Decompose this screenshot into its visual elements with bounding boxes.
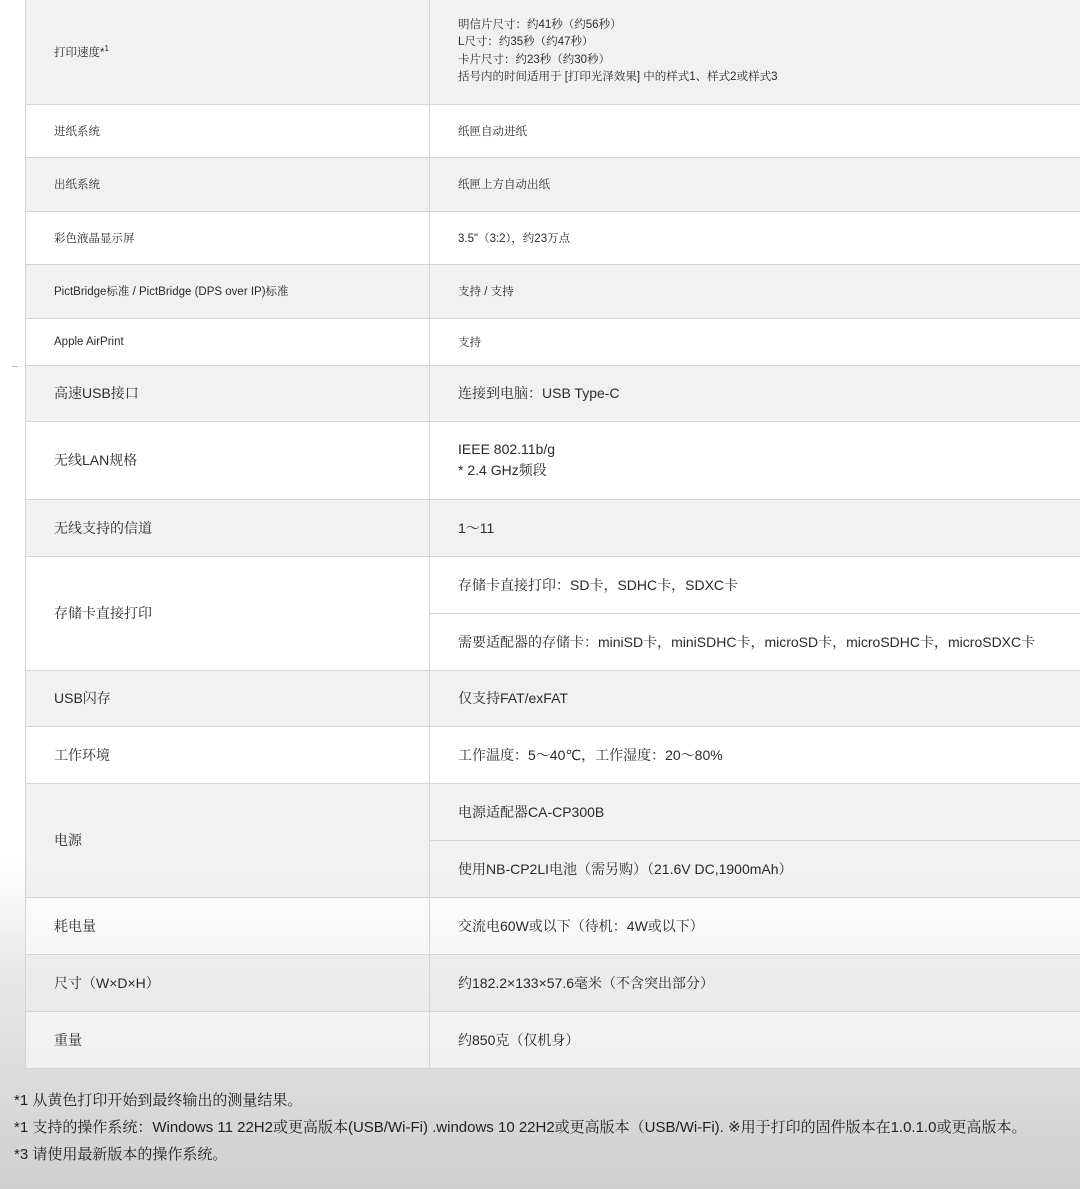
footnote-2: *1 支持的操作系统：Windows 11 22H2或更高版本(USB/Wi-Fi) .windows 10 22H2或更高版本（USB/Wi-Fi). ※用于打印的固件版本在1.0.1.0或更高版本。	[14, 1119, 1027, 1136]
row-label	[26, 0, 430, 104]
footnote-1: *1 从黄色打印开始到最终输出的测量结果。	[14, 1092, 303, 1109]
row-value: 1～11	[430, 499, 1080, 556]
row-value: 纸匣自动进纸	[430, 104, 1080, 157]
row-label-text: 打印速度*	[54, 46, 105, 59]
row-value	[430, 0, 1080, 104]
row-value: 使用NB-CP2LI电池（需另购）（21.6V DC,1900mAh）	[430, 840, 1080, 897]
table-row	[26, 264, 1080, 318]
footnotes	[14, 1087, 1080, 1168]
value-line: 括号内的时间适用于 [打印光泽效果] 中的样式1、样式2或样式3	[458, 71, 778, 84]
spec-table	[25, 0, 1080, 1069]
row-value: 约182.2×133×57.6毫米（不含突出部分）	[430, 954, 1080, 1011]
value-line: IEEE 802.11b/g	[458, 441, 556, 457]
row-label: 彩色液晶显示屏	[26, 211, 430, 264]
row-label: 出纸系统	[26, 157, 430, 211]
row-label: 工作环境	[26, 726, 430, 783]
table-row	[26, 104, 1080, 157]
row-value: 存储卡直接打印：SD卡，SDHC卡，SDXC卡	[430, 556, 1080, 613]
row-value: 电源适配器CA-CP300B	[430, 783, 1080, 840]
row-label: 无线支持的信道	[26, 499, 430, 556]
row-label: 尺寸（W×D×H）	[26, 954, 430, 1011]
row-value: 工作温度：5～40℃，工作湿度：20～80%	[430, 726, 1080, 783]
row-value: 支持	[430, 318, 1080, 365]
row-label: PictBridge标准 / PictBridge (DPS over IP)标准	[26, 264, 430, 318]
table-row	[26, 0, 1080, 104]
table-row	[26, 157, 1080, 211]
value-line: * 2.4 GHz频段	[458, 462, 547, 478]
row-label: 高速USB接口	[26, 365, 430, 421]
row-label: 重量	[26, 1011, 430, 1068]
row-value: 交流电60W或以下（待机：4W或以下）	[430, 897, 1080, 954]
table-row	[26, 783, 1080, 840]
row-value: 需要适配器的存储卡：miniSD卡，miniSDHC卡，microSD卡，microSDHC卡，microSDXC卡	[430, 613, 1080, 670]
row-label: 进纸系统	[26, 104, 430, 157]
table-row	[26, 556, 1080, 613]
table-row	[26, 365, 1080, 421]
row-value: 纸匣上方自动出纸	[430, 157, 1080, 211]
table-row	[26, 897, 1080, 954]
row-value: 约850克（仅机身）	[430, 1011, 1080, 1068]
row-value: 仅支持FAT/exFAT	[430, 670, 1080, 726]
value-line: L尺寸：约35秒（约47秒）	[458, 36, 594, 49]
row-value: 连接到电脑：USB Type-C	[430, 365, 1080, 421]
row-label: 电源	[26, 783, 430, 897]
row-label: 耗电量	[26, 897, 430, 954]
table-row	[26, 726, 1080, 783]
value-line: 明信片尺寸：约41秒（约56秒）	[458, 18, 622, 31]
value-line: 卡片尺寸：约23秒（约30秒）	[458, 53, 611, 66]
row-value	[430, 421, 1080, 499]
table-row	[26, 421, 1080, 499]
row-value: 3.5"（3:2），约23万点	[430, 211, 1080, 264]
page-margin-tick	[12, 366, 18, 367]
table-row	[26, 211, 1080, 264]
footnote-3: *3 请使用最新版本的操作系统。	[14, 1146, 228, 1163]
row-label: 无线LAN规格	[26, 421, 430, 499]
table-row	[26, 1011, 1080, 1068]
table-row	[26, 954, 1080, 1011]
table-row	[26, 499, 1080, 556]
row-label: 存储卡直接打印	[26, 556, 430, 670]
footnote-ref: 1	[104, 43, 109, 53]
table-row	[26, 318, 1080, 365]
table-row	[26, 670, 1080, 726]
row-value: 支持 / 支持	[430, 264, 1080, 318]
row-label: Apple AirPrint	[26, 318, 430, 365]
row-label: USB闪存	[26, 670, 430, 726]
